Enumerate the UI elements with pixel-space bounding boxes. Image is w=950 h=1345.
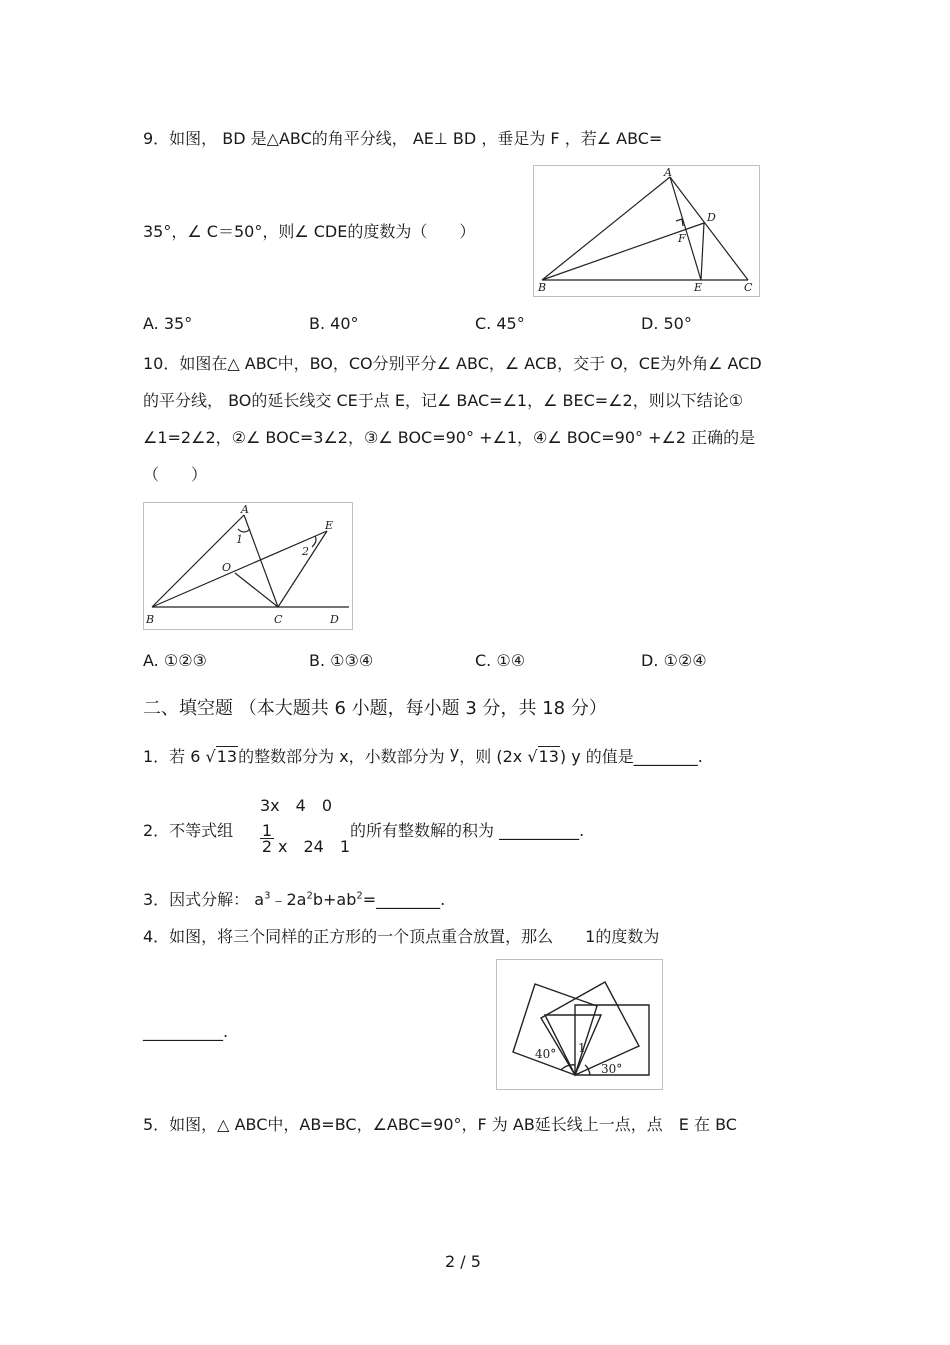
- f1-sqrt2: √13: [527, 747, 559, 766]
- page-number: 2 / 5: [445, 1252, 481, 1271]
- f1-mid: 的整数部分为 x，小数部分为: [238, 747, 445, 766]
- q9-seg-ac: [670, 177, 748, 280]
- f1-sqrt1: √13: [205, 747, 238, 766]
- q10-label-o: O: [222, 561, 232, 574]
- q9-option-d[interactable]: D. 50°: [641, 314, 692, 333]
- q10-option-d[interactable]: D. ①②④: [641, 651, 707, 670]
- q9-option-a[interactable]: A. 35°: [143, 314, 193, 333]
- f4-blank: __________.: [143, 1022, 229, 1041]
- q9-label-b: B: [538, 281, 547, 294]
- q9-seg-ae: [670, 177, 701, 280]
- q10-line2: 的平分线， BO的延长线交 CE于点 E，记∠ BAC=∠1，∠ BEC=∠2，则以下结论①: [143, 391, 744, 410]
- q10-label-c: C: [274, 613, 283, 626]
- q10-label-d: D: [330, 613, 339, 626]
- f4-label-40: 40°: [535, 1047, 557, 1061]
- q10-option-c[interactable]: C. ①④: [475, 651, 526, 670]
- f4-label-1: 1: [578, 1041, 586, 1055]
- q9-line1: 9．如图， BD 是△ABC的角平分线， AE⊥ BD ，垂足为 F ，若∠ ABC=: [143, 129, 663, 148]
- q10-label-angle1: 1: [236, 533, 243, 546]
- q9-line2: 35°，∠ C＝50°，则∠ CDE的度数为（ ）: [143, 222, 476, 241]
- f2-frac-den: 2: [261, 837, 273, 856]
- q9-seg-de: [701, 223, 704, 280]
- f1-post: ) y 的值是________.: [559, 747, 703, 766]
- q10-label-b: B: [146, 613, 155, 626]
- q9-label-a: A: [664, 166, 672, 179]
- q9-seg-ba: [542, 177, 670, 280]
- q9-label-f: F: [678, 232, 686, 245]
- f1-pre: 1．若 6: [143, 747, 201, 766]
- f3-line: 3．因式分解： $a^3﹣2a^2b+ab^2=\_\_\_\_\_\_\_\_$.: [143, 890, 446, 909]
- q10-line4: （ ）: [143, 465, 208, 484]
- q9-right-angle: [676, 219, 683, 226]
- f1-mid2: ，则 (2x: [459, 747, 523, 766]
- f2-fraction: [260, 823, 274, 854]
- q10-line1: 10．如图在△ ABC中，BO，CO分别平分∠ ABC，∠ ACB，交于 O，CE为外角∠ ACD: [143, 354, 762, 373]
- q10-label-e: E: [325, 519, 334, 532]
- q9-label-d: D: [707, 211, 716, 224]
- q9-label-e: E: [694, 281, 703, 294]
- q10-seg-ce: [278, 531, 327, 607]
- f1-line: [143, 744, 703, 767]
- f2-row1: 3x 4 0: [260, 796, 333, 815]
- q10-triangle-diagram: [144, 503, 352, 629]
- f4-square-inner: [545, 1015, 601, 1075]
- f4-figure: [496, 959, 663, 1090]
- f2-frac-num: 1: [261, 821, 273, 840]
- f1-y: y: [449, 743, 460, 762]
- f4-line1: 4．如图，将三个同样的正方形的一个顶点重合放置，那么 1的度数为: [143, 927, 660, 946]
- q10-angle1-arc: [238, 529, 250, 532]
- q10-line3: ∠1=2∠2，②∠ BOC=3∠2，③∠ BOC=90° +∠1，④∠ BOC=90° +∠2 正确的是: [143, 428, 756, 447]
- q10-label-a: A: [241, 503, 249, 516]
- f2-pre: 2．不等式组: [143, 821, 234, 840]
- q9-figure: [533, 165, 760, 297]
- f4-label-30: 30°: [601, 1062, 623, 1076]
- q9-option-c[interactable]: C. 45°: [475, 314, 525, 333]
- q10-figure: [143, 502, 353, 630]
- q9-option-b[interactable]: B. 40°: [309, 314, 359, 333]
- f5-line1: 5．如图，△ ABC中，AB=BC，∠ABC=90°，F 为 AB延长线上一点，点 E 在 BC: [143, 1115, 737, 1134]
- f4-square-left: [513, 984, 597, 1075]
- f4-arc-40: [561, 1065, 575, 1070]
- q10-option-a[interactable]: A. ①②③: [143, 651, 207, 670]
- q10-option-b[interactable]: B. ①③④: [309, 651, 374, 670]
- f4-squares-diagram: [497, 960, 662, 1089]
- section2-title: 二、填空题 （本大题共 6 小题，每小题 3 分，共 18 分）: [143, 698, 607, 719]
- q9-triangle-diagram: [534, 166, 759, 296]
- q9-label-c: C: [744, 281, 753, 294]
- q10-label-angle2: 2: [302, 545, 309, 558]
- f2-row2: x 24 1: [278, 837, 351, 856]
- f2-post: 的所有整数解的积为 __________.: [350, 821, 585, 840]
